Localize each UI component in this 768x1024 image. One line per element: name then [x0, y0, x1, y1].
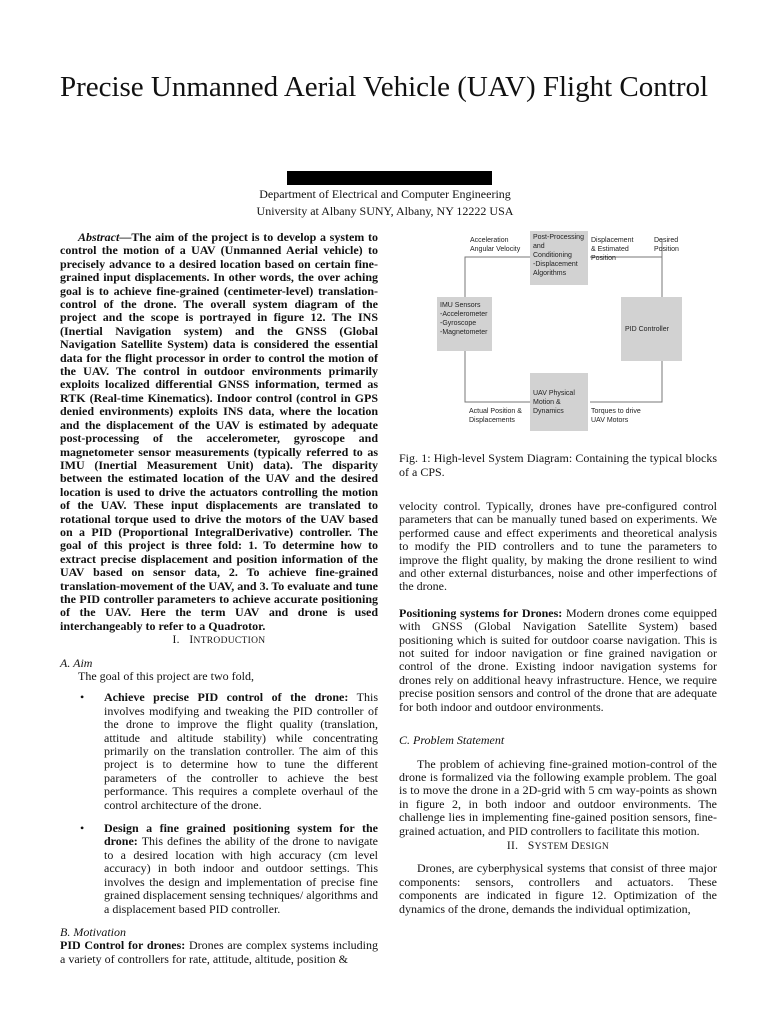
- abstract: [60, 231, 378, 633]
- subsection-motivation: B. Motivation: [60, 924, 126, 939]
- redacted-author-names: [287, 171, 492, 185]
- problem-statement-paragraph: The problem of achieving fine-grained motion-control of the drone is formalized via the following example problem. The goal is to move the drone in a 2D-grid with 5 cm way-points as shown in figure 2, in both indoor and outdoor environments. The challenge lies in implementing fine-gained position sensors, fine-grained actuation, and PID controllers to facilitate this motion.: [399, 756, 717, 838]
- aim-bullet-list: [60, 691, 378, 916]
- affiliation-university: University at Albany SUNY, Albany, NY 12222 USA: [256, 204, 514, 218]
- list-item: • Achieve precise PID control of the drone: This involves modifying and tweaking the PID controller of the drone to improve the flight quality (translation, attitude and altitude stability) while concentrating primarily on the translation controller. The aim of this project is to determine how to tune the different parameters of the controller to achieve the best performance. This requires a complete overhaul of the control architecture of the drone.: [80, 690, 379, 812]
- pid-control-continued: velocity control. Typically, drones have pre-configured control parameters that can be manually tuned based on experiments. We performed cause and effect experiments and theoretical analysis to modify the PID controllers and to tune the parameters to improve the flight quality, by making the drone resilient to wind and other external disturbances, noise and other imperfections of the drone.: [399, 499, 717, 594]
- connector-uav-to-imu: [465, 351, 530, 402]
- right-column: [399, 500, 717, 916]
- pid-control-paragraph: PID Control for drones: Drones are complex systems including a variety of controllers for rate, attitude, altitude, position &: [60, 939, 378, 966]
- system-diagram-figure: [430, 229, 692, 437]
- left-column: [60, 231, 378, 966]
- uav-dynamics-text: UAV Physical Motion & Dynamics: [533, 390, 575, 415]
- connector-post-to-pid: [590, 257, 662, 297]
- subsection-aim: A. Aim: [60, 655, 93, 670]
- label-desired-position: Desired Position: [654, 237, 679, 253]
- label-acceleration: Acceleration Angular Velocity: [470, 237, 521, 253]
- figure-caption: Fig. 1: High-level System Diagram: Containing the typical blocks of a CPS.: [399, 451, 717, 479]
- abstract-label: Abstract: [78, 230, 120, 244]
- list-item: • Design a fine grained positioning system for the drone: This defines the ability of the drone to navigate to a desired location with high accuracy (cm level accuracy) in both indoor and outdoor settings. This involves the design and implementation of precise fine grained displacement sensing techniques/ algorithms and a displacement based PID controller.: [80, 821, 378, 916]
- paper-title: Precise Unmanned Aerial Vehicle (UAV) Flight Control: [59, 71, 709, 103]
- connector-pid-to-uav: [590, 361, 662, 402]
- imu-sensors-text: IMU Sensors -Accelerometer -Gyroscope -Magnetometer: [440, 302, 488, 336]
- label-displacement: Displacement & Estimated Position: [591, 237, 634, 262]
- bullet-icon: •: [80, 690, 85, 705]
- abstract-text: —The aim of the project is to develop a system to control the motion of a UAV (Unmanned Aerial vehicle) to precisely advance to a desired location based on certain fine-grained input displacements. In other words, the over aching goal is to achieve fine-grained (centimeter-level) translation-control of the drone. The overall system diagram of the project and the scope is portrayed in figure 12. The INS (Inertial Navigation system) and the GNSS (Global Navigation Satellite System) data is considered the essential data for the flight processor in order to control the motion of the UAV. The control in outdoor environments primarily exploits localized differential GNSS information, termed as RTK (Real-time Kinematics). Indoor control (control in GPS denied environments) exploits INS data, where the location and the displacement of the UAV is estimated by adequate post-processing of the accelerometer, gyroscope and magnetometer sensor measurements (typically referred to as IMU (Inertial Measurement Unit) data). The disparity between the estimated location of the UAV and the desired location is used to drive the actuators controlling the motion of the UAV. These input displacements are translated to rotational torque used to drive the motors of the UAV based on a PID (Proportional IntegralDerivative) controller. The goal of this project is three fold: 1. To determine how to extract precise displacement and position information of the UAV based on sensor data, 2. To achieve fine-grained translation-movement of the UAV, and 3. To evaluate and tune the PID controller parameters to achieve accurate positioning of the UAV. Here the term UAV and drone is used interchangeably to refer to a Quadrotor.: [60, 230, 378, 633]
- positioning-paragraph: Positioning systems for Drones: Modern drones come equipped with GNSS (Global Navigation Satellite System) based positioning which is suited for outdoor coarse navigation. This is not suited for indoor navigation or fine grained navigation or control of the drone. Existing indoor navigation systems for drones rely on additional heavy infrastructure. Hence, we require precise position sensors and control of the drone that are adequate for both indoor and outdoor environments.: [399, 605, 717, 714]
- affiliation-department: Department of Electrical and Computer Engineering: [259, 187, 511, 201]
- bullet-icon: •: [80, 821, 85, 836]
- subsection-problem-statement: C. Problem Statement: [399, 733, 505, 748]
- label-torques: Torques to drive UAV Motors: [591, 408, 641, 424]
- pid-controller-text: PID Controller: [625, 326, 669, 333]
- post-processing-text: Post-Processing and Conditioning -Displacement Algorithms: [533, 234, 584, 277]
- connector-imu-to-post: [465, 257, 530, 297]
- section-heading-system-design: II. SYSTEM DESIGN: [506, 839, 610, 852]
- section-heading-introduction: I. INTRODUCTION: [172, 634, 266, 647]
- aim-intro: The goal of this project are two fold,: [78, 669, 254, 683]
- label-actual-position: Actual Position & Displacements: [469, 408, 522, 424]
- system-design-paragraph: Drones, are cyberphysical systems that consist of three major components: sensors, controllers and actuators. These components are indicated in figure 12. Optimization of the dynamics of the drone, demands the individual optimization,: [399, 861, 717, 916]
